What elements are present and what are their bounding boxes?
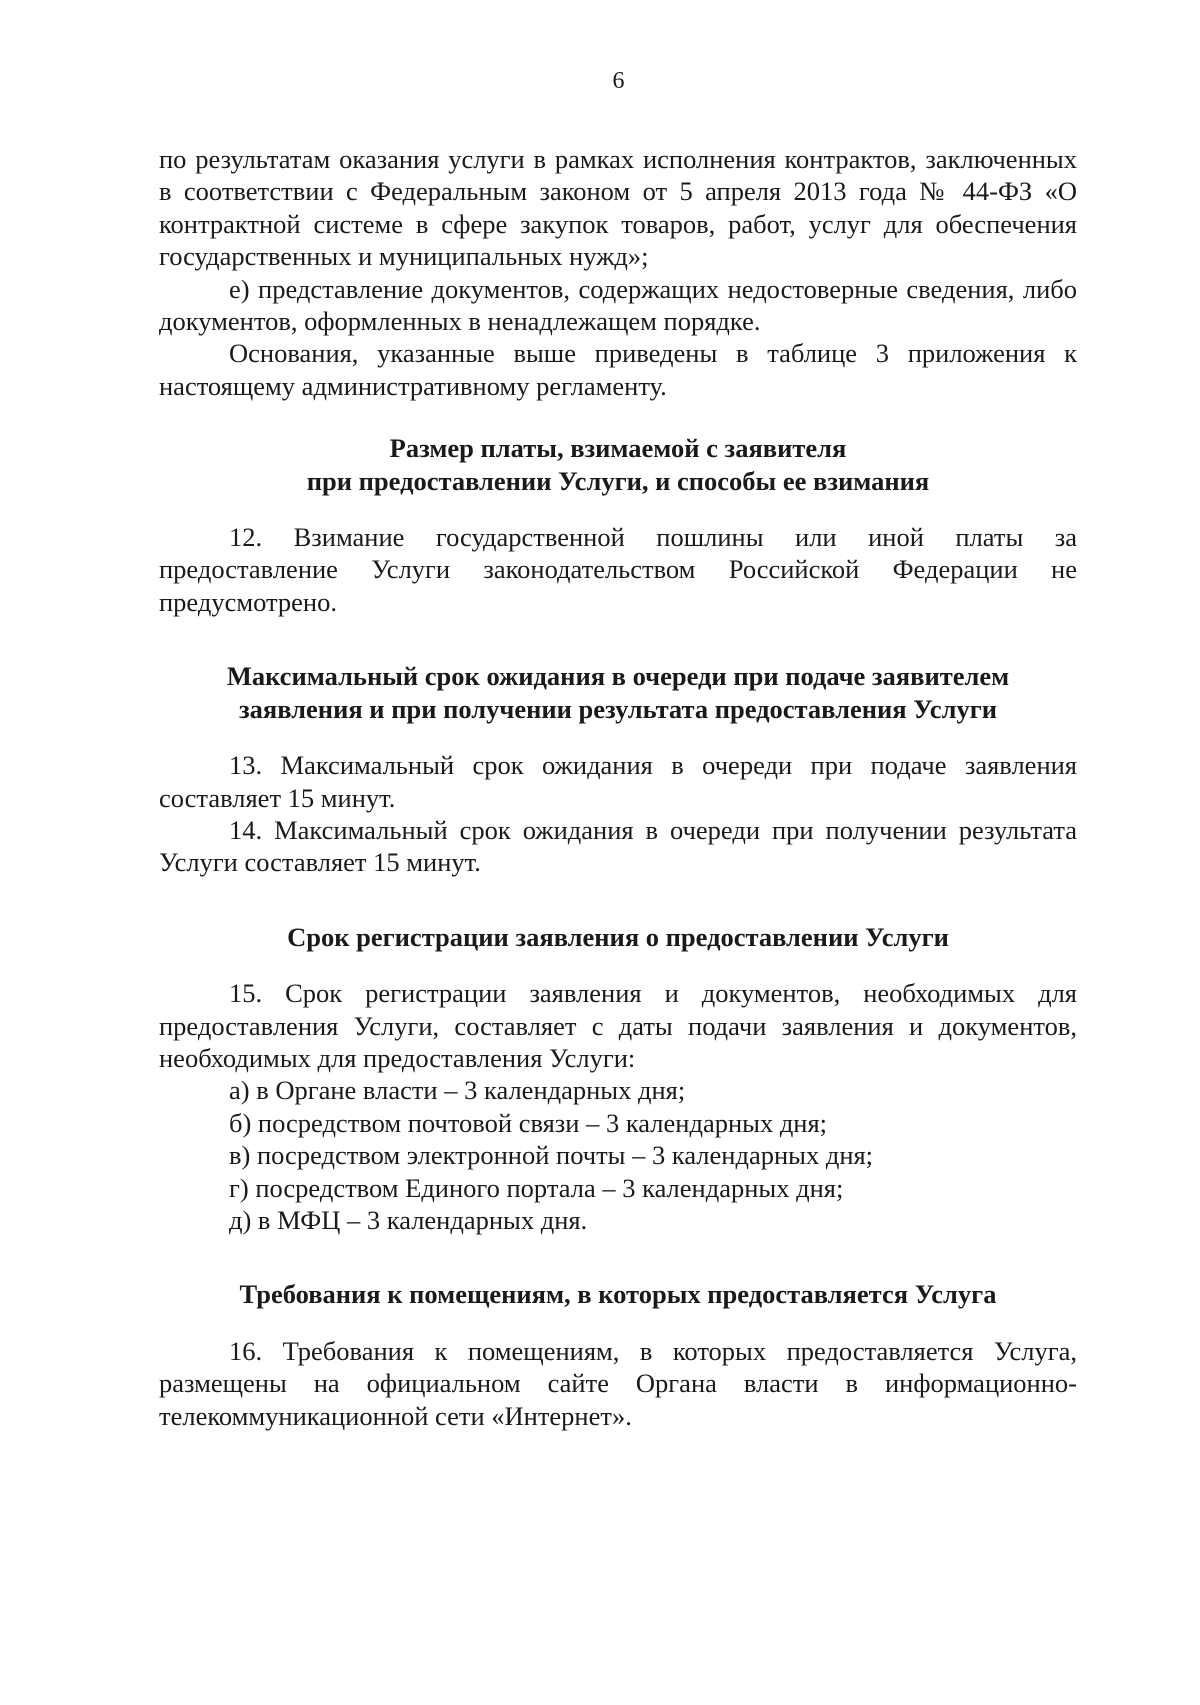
heading-line: Максимальный срок ожидания в очереди при подаче заявителем [226,661,1010,692]
list-item: б) посредством почтовой связи – 3 календарных дня; [229,1107,828,1138]
section-heading-premises: Требования к помещениям, в которых предоставляется Услуга [239,1279,997,1310]
paragraph-grounds: Основания, указанные выше приведены в таблице 3 приложения к настоящему административному регламенту. [159,338,1077,401]
list-item: д) в МФЦ – 3 календарных дня. [229,1204,588,1235]
list-item: в) посредством электронной почты – 3 календарных дня; [229,1140,874,1171]
list-item: а) в Органе власти – 3 календарных дня; [229,1075,686,1106]
page-number: 6 [612,68,625,94]
heading-line: заявления и при получении результата предоставления Услуги [238,693,997,724]
paragraph-16: 16. Требования к помещениям, в которых предоставляется Услуга, размещены на официальном сайте Органа власти в информационно-телекоммуникационной сети «Интернет». [159,1335,1077,1431]
document-body [159,143,1077,1432]
paragraph-item-e: е) представление документов, содержащих недостоверные сведения, либо документов, оформленных в ненадлежащем порядке. [159,273,1077,337]
section-heading-queue [159,660,1077,725]
list-item: г) посредством Единого портала – 3 календарных дня; [229,1172,844,1203]
paragraph-13: 13. Максимальный срок ожидания в очереди при подаче заявления составляет 15 минут. [159,750,1077,813]
paragraph-12: 12. Взимание государственной пошлины или иной платы за предоставление Услуги законодательством Российской Федерации не предусмотрено. [159,522,1077,617]
paragraph-14: 14. Максимальный срок ожидания в очереди при получении результата Услуги составляет 15 минут. [159,814,1077,878]
section-heading-fee [159,432,1077,497]
heading-line: Размер платы, взимаемой с заявителя [389,433,847,464]
paragraph-continuation: по результатам оказания услуги в рамках исполнения контрактов, заключенных в соответствии с Федеральным законом от 5 апреля 2013 года № 44-ФЗ «О контрактной системе в сфере закупок товаров, работ, услуг для обеспечения государственных и муниципальных нужд»; [159,144,1077,272]
section-heading-registration: Срок регистрации заявления о предоставлении Услуги [287,921,949,952]
heading-line: при предоставлении Услуги, и способы ее взимания [306,465,930,496]
paragraph-15: 15. Срок регистрации заявления и документов, необходимых для предоставления Услуги, составляет с даты подачи заявления и документов, необходимых для предоставления Услуги: [159,978,1077,1073]
